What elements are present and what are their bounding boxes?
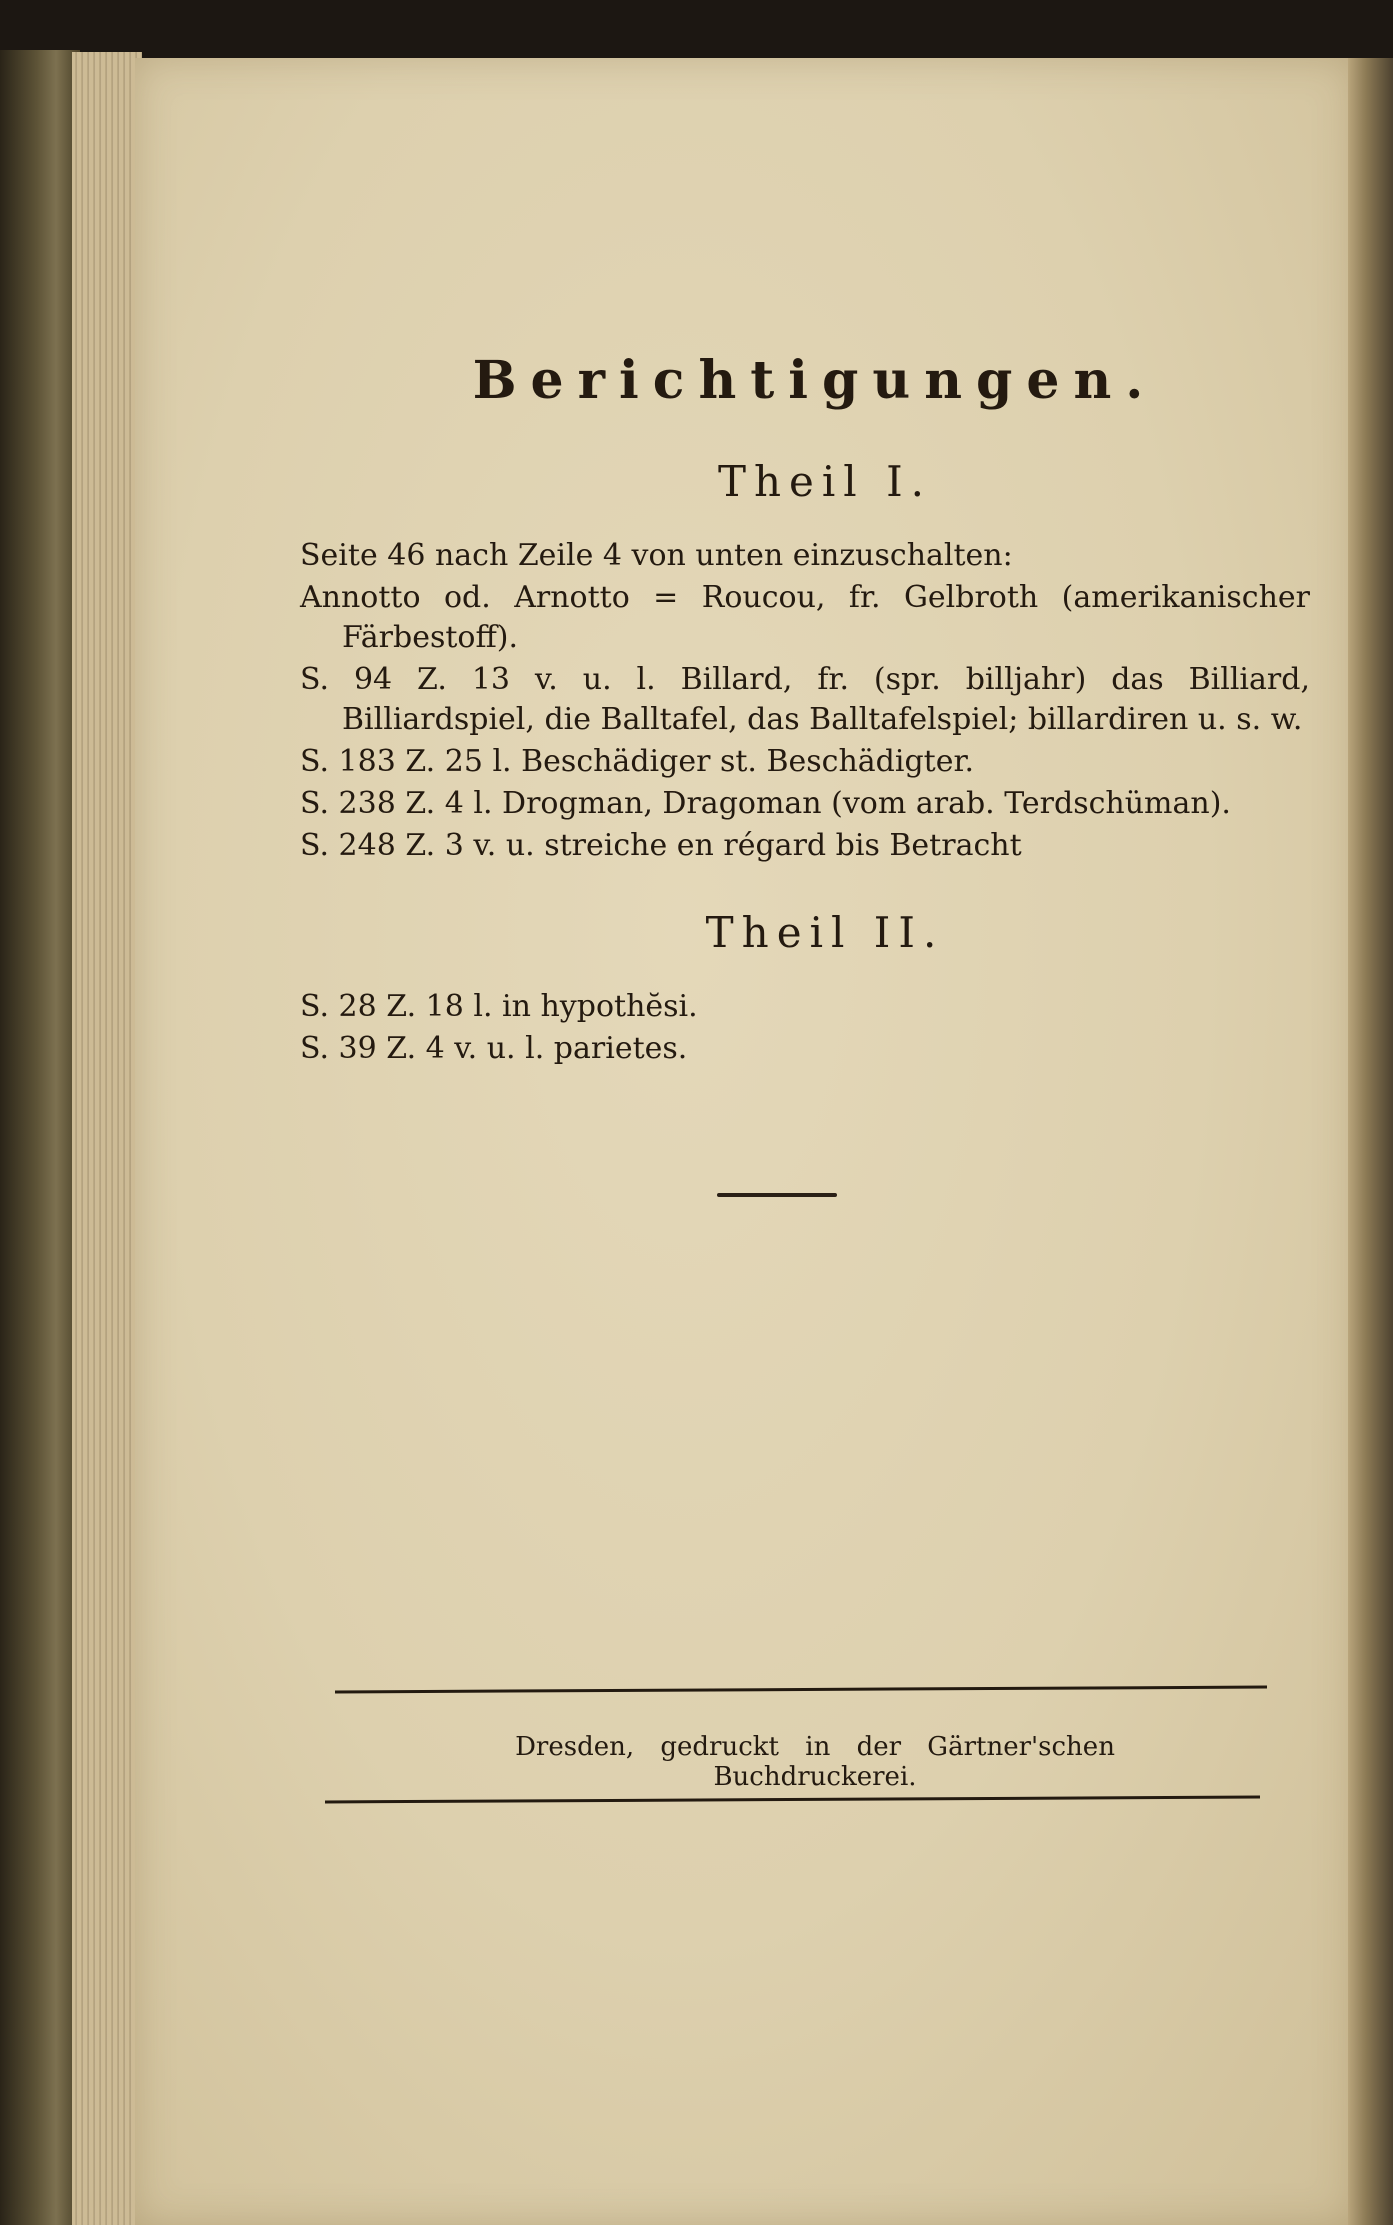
ornament-rule (717, 1193, 837, 1197)
errata-entry: Seite 46 nach Zeile 4 von unten einzuschalten: (300, 538, 1013, 573)
errata-entry: S. 94 Z. 13 v. u. l. Billard, fr. (spr. billjahr) das Billiard, Billiardspiel, die Balltafel, das Balltafelspiel; billardiren u. s. w. (300, 662, 1310, 737)
errata-content (300, 350, 1310, 1071)
errata-entry: S. 39 Z. 4 v. u. l. parietes. (300, 1031, 688, 1066)
section-heading-part-2: Theil II. (705, 908, 945, 957)
page-stack-edge (72, 52, 142, 2225)
errata-entry: S. 238 Z. 4 l. Drogman, Dragoman (vom arab. Terdschüman). (300, 786, 1231, 821)
book-gutter (1348, 58, 1393, 2225)
printer-imprint: Dresden, gedruckt in der Gärtner'schen Buchdruckerei. (515, 1732, 1115, 1792)
errata-entry: S. 28 Z. 18 l. in hypothĕsi. (300, 989, 698, 1024)
errata-entry: S. 248 Z. 3 v. u. streiche en régard bis Betracht (300, 828, 1022, 863)
section-heading-part-1: Theil I. (717, 457, 933, 506)
book-spine-edge (0, 50, 80, 2225)
page-title: Berichtigungen. (472, 350, 1158, 411)
errata-entry: Annotto od. Arnotto = Roucou, fr. Gelbroth (amerikanischer Färbestoff). (300, 580, 1310, 655)
errata-entry: S. 183 Z. 25 l. Beschädiger st. Beschädigter. (300, 744, 975, 779)
